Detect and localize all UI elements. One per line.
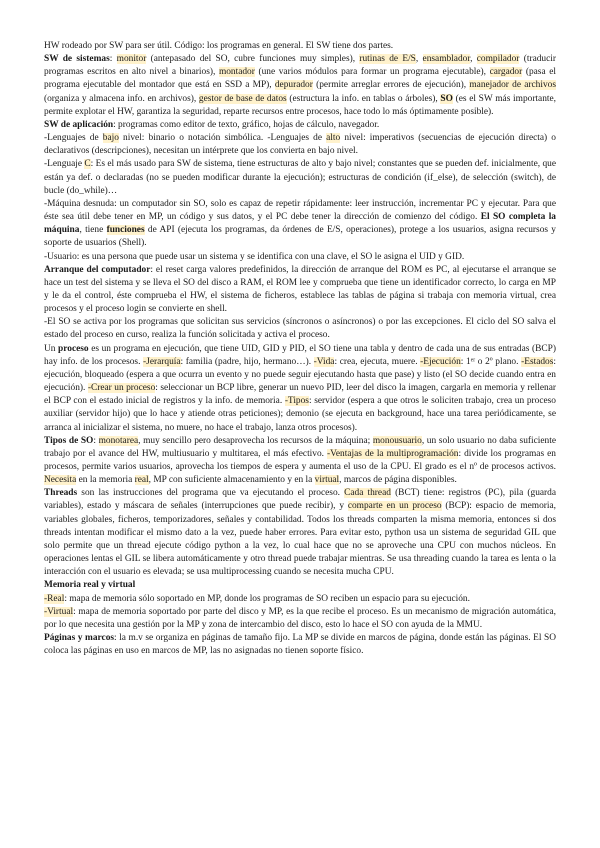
paragraph xyxy=(44,435,556,488)
highlighted-term: -Ejecución xyxy=(420,356,461,367)
bold-term: Memoria real y virtual xyxy=(44,580,136,591)
text-run: , xyxy=(415,54,423,65)
text-run: , xyxy=(470,54,477,65)
text-run: : ejecución, bloqueado (espera a que ocurra un evento y no puede seguir ejecutando hasta que pase) y listo (el SO decide cuando entra en ejecución). xyxy=(44,356,556,394)
text-run: : divide los programas en procesos, permite varios usuarios, aprovecha los tiempos de espera y aumenta el uso de la CPU. El grado es el nº de procesos activos. xyxy=(44,448,556,472)
paragraph xyxy=(44,158,556,197)
highlighted-term: real xyxy=(134,475,149,486)
text-run: Un xyxy=(44,343,59,354)
text-run: -Lenguaje xyxy=(44,159,85,170)
bold-term: Tipos de SO xyxy=(44,435,94,446)
text-run: , MP con suficiente almacenamiento y en la xyxy=(148,475,315,486)
paragraph xyxy=(44,593,556,606)
highlighted-term: -Ventajas de la multiprogramación xyxy=(327,448,459,459)
highlighted-term: virtual xyxy=(314,475,340,486)
highlighted-term: monousuario xyxy=(372,435,422,446)
paragraph xyxy=(44,264,556,317)
text-run: : el reset carga valores predefinidos, la dirección de arranque del ROM es PC, al ejecutarse el arranque se hace un test del sistema y se lleva el SO del disco a RAM, el ROM lee y comprueba que tiene un identificador correcto, lo carga en MP y le da el control, éste comprueba el HW, el sistema de ficheros, establece las tablas de página si trabaja con memoria virtual, crea procesos y el proceso login se convierte en shell. xyxy=(44,264,556,315)
paragraph xyxy=(44,119,556,132)
text-run: (traducir programas escritos en alto nivel a binarios), xyxy=(44,54,557,78)
text-run: , un solo usuario no daba suficiente trabajo por el avance del HW, multiusuario y multitarea, el más efectivo. xyxy=(44,435,557,459)
text-run: : mapa de memoria sólo soportado en MP, donde los programas de SO reciben un espacio para su ejecución. xyxy=(64,593,470,604)
bold-term: SW de sistemas xyxy=(44,54,110,65)
document-body xyxy=(44,40,556,658)
text-run: (antepasado del SO, cubre funciones muy simples), xyxy=(146,54,360,65)
text-run: -Usuario: es una persona que puede usar un sistema y se identifica con una clave, el SO le asigna el UID y GID. xyxy=(44,251,465,262)
paragraph xyxy=(44,198,556,251)
highlighted-term: bajo xyxy=(102,133,119,144)
paragraph xyxy=(44,132,556,158)
paragraph xyxy=(44,606,556,632)
text-run: (pasa el programa ejecutable del montador que está en SSD a MP), xyxy=(44,67,556,91)
highlighted-term: -Crear un proceso xyxy=(87,383,156,394)
highlighted-term: -Vida xyxy=(313,356,335,367)
text-run: -El SO se activa por los programas que solicitan sus servicios (síncronos o asíncronos) o por las excepciones. El ciclo del SO salva el estado del proceso en curso, realiza la función solicitada y activa el proceso. xyxy=(44,317,556,341)
bold-term: proceso xyxy=(58,343,89,354)
paragraph xyxy=(44,251,556,264)
text-run: es un programa en ejecución, que tiene UID, GID y PID, el SO tiene una tabla y dentro de cada una de sus entradas (BCP) hay info. de los procesos. xyxy=(44,343,556,367)
paragraph xyxy=(44,343,556,435)
text-run: , marcos de página disponibles. xyxy=(339,475,457,486)
text-run: : programas como editor de texto, gráfico, hojas de cálculo, navegador. xyxy=(113,119,380,130)
bold-term: Páginas y marcos xyxy=(44,633,115,644)
text-run: (BCT) tiene: registros (PC), pila (guarda variables), estado y máscara de señales (interrupciones que puede recibir), y xyxy=(44,488,557,512)
text-run: , muy sencillo pero desaprovecha los recursos de la máquina; xyxy=(138,435,373,446)
bold-term: Arranque del computador xyxy=(44,264,151,275)
highlighted-term: monitor xyxy=(116,54,147,65)
highlighted-term: depurador xyxy=(274,80,313,91)
text-run: : Es el más usado para SW de sistema, tiene estructuras de alto y bajo nivel; constantes que se pueden def. inicialmente, que están ya def. o declaradas (no se pueden modificar durante la ejecución); estructuras de condición (if_else), de selección (switch), de bucle (do_while)… xyxy=(44,159,557,196)
text-run: nivel: imperativos (secuencias de ejecución directa) o declarativos (descripciones), necesitan un intérprete que los convierta en bajo nivel. xyxy=(44,133,556,157)
highlighted-term: C xyxy=(84,159,91,170)
text-run: (permite arreglar errores de ejecución), xyxy=(312,80,470,91)
paragraph xyxy=(44,579,556,592)
highlighted-term: -Estados xyxy=(521,356,554,367)
bold-term: Threads xyxy=(44,488,78,499)
highlighted-term: cargador xyxy=(489,67,523,78)
text-run: (es el SW más importante, permite explotar el HW, garantiza la seguridad, reparte recursos entre procesos, hace todo lo más óptimamente posible). xyxy=(44,93,556,117)
text-run: -Lenguajes de xyxy=(44,133,103,144)
text-run: (organiza y almacena info. en archivos), xyxy=(44,93,199,104)
highlighted-term: gestor de base de datos xyxy=(198,93,287,104)
paragraph xyxy=(44,40,556,53)
paragraph xyxy=(44,53,556,119)
text-run: : mapa de memoria soportado por parte del disco y MP, es la que recibe el proceso. Es un mecanismo de migración automática, por lo que necesita una gestión por la MP y zona de intercambio del disco, esto lo hace el SO con ayuda de la MMU. xyxy=(44,606,556,630)
highlighted-term: -Jerarquía xyxy=(143,356,181,367)
highlighted-term: -Virtual xyxy=(44,606,74,617)
highlighted-term: ensamblador xyxy=(422,54,471,65)
highlighted-term: comparte en un proceso xyxy=(347,501,442,512)
text-run: (estructura la info. en tablas o árboles), xyxy=(286,93,441,104)
text-run: de API (ejecuta los programas, da órdenes de E/S, operaciones), protege a los usuarios, asigna recursos y soporte de usuarios (Shell). xyxy=(44,225,556,249)
text-run: : xyxy=(93,435,99,446)
paragraph xyxy=(44,316,556,342)
text-run: : familia (padre, hijo, hermano…). xyxy=(180,356,314,367)
text-run: : xyxy=(109,54,117,65)
text-run: -Máquina desnuda: un computador sin SO, solo es capaz de repetir rápidamente: leer instrucción, incrementar PC y ejecutar. Para que éste sea útil debe tener en MP, un código y sus datos, y el PC debe tener la dirección de comienzo del código. xyxy=(44,198,556,223)
text-run: : seleccionar un BCP libre, generar un nuevo PID, leer del disco la imagen, cargarla en memoria y rellenar el BCP con el estado inicial de registros y la info. de memoria. xyxy=(44,383,556,407)
text-run: (BCP): espacio de memoria, variables globales, ficheros, temporizadores, señales y contabilidad. Todos los threads comparten la misma memoria, entonces si dos threads intentan modificar el mismo dato a la vez, puede haber errores. Para evitar esto, python usa un sistema de seguridad GIL que solo permite que un thread ejecute código python a la vez, lo cual hace que no se aproveche una CPU con muchos núcleos. En operaciones lentas el GIL se libera automáticamente y otro thread puede trabajar mientras. Se usa threading cuando la tarea es lenta o la interacción con el usuario es elevada; se usa multiprocessing cuando se necesita mucha CPU. xyxy=(44,501,556,578)
text-run: nivel: binario o notación simbólica. -Lenguajes de xyxy=(118,133,327,144)
paragraph xyxy=(44,487,556,579)
highlighted-term: manejador de archivos xyxy=(469,80,556,91)
highlighted-term: montador xyxy=(218,67,255,78)
highlighted-term: -Real xyxy=(44,593,65,604)
text-run: : la m.v se organiza en páginas de tamaño fijo. La MP se divide en marcos de página, donde están las páginas. El SO coloca las páginas en uso en marcos de MP, las no asignadas no tienen soporte físico. xyxy=(44,633,556,657)
highlighted-term: rutinas de E/S xyxy=(359,54,416,65)
paragraph xyxy=(44,632,556,658)
text-run: : 1ᵉʳ o 2º plano. xyxy=(460,356,522,367)
text-run: HW rodeado por SW para ser útil. Código: los programas en general. El SW tiene dos partes. xyxy=(44,41,394,51)
highlighted-term: Cada thread xyxy=(344,488,391,499)
text-run: , tiene xyxy=(79,225,107,236)
highlighted-term: monotarea xyxy=(98,435,139,446)
highlighted-term: -Tipos xyxy=(284,396,309,407)
bold-term: SW de aplicación xyxy=(44,119,114,130)
highlighted-term: Necesita xyxy=(44,475,77,486)
highlighted-term: funciones xyxy=(106,225,145,236)
text-run: (une varios módulos para formar un programa ejecutable), xyxy=(254,67,490,78)
highlighted-term: compilador xyxy=(476,54,520,65)
highlighted-term: alto xyxy=(326,133,341,144)
text-run: : crea, ejecuta, muere. xyxy=(334,356,421,367)
text-run: en la memoria xyxy=(76,475,135,486)
bold-term: El SO completa la máquina xyxy=(44,212,556,236)
highlighted-term: SO xyxy=(440,93,453,104)
text-run: son las instrucciones del programa que va ejecutando el proceso. xyxy=(77,488,345,499)
text-run: : servidor (espera a que otros le soliciten trabajo, crea un proceso auxiliar (servidor hijo) que lo hace y atiende otras peticiones); demonio (se ejecuta en background, hace una tarea periódicamente, se arranca al inicializar el sistema, no muere, no hace el trabajo, lanza otros procesos). xyxy=(44,396,556,433)
